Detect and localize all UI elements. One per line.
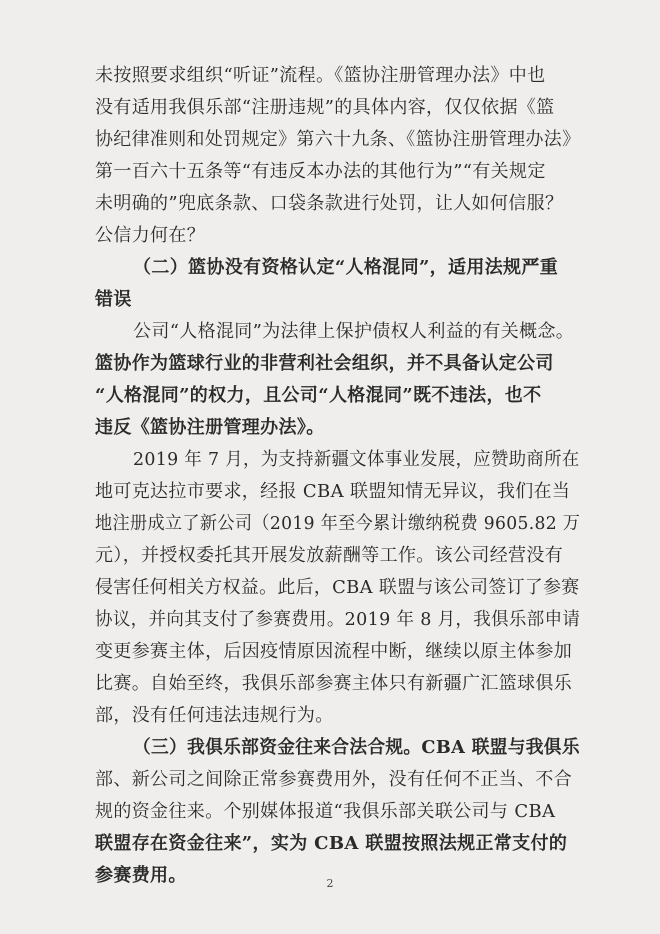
- text-line: 未明确的”兜底条款、口袋条款进行处罚，让人如何信服？: [95, 193, 564, 214]
- text-line: 地可克达拉市要求，经报 CBA 联盟知情无异议，我们在当: [95, 481, 571, 502]
- text-line: 协议，并向其支付了参赛费用。2019 年 8 月，我俱乐部申请: [95, 609, 581, 630]
- text-line: 地注册成立了新公司（2019 年至今累计缴纳税费 9605.82 万: [95, 513, 581, 534]
- text-line: 比赛。自始至终，我俱乐部参赛主体只有新疆广汇篮球俱乐: [95, 673, 573, 694]
- text-line: 侵害任何相关方权益。此后，CBA 联盟与该公司签订了参赛: [95, 577, 580, 598]
- emphasis-line: “人格混同”的权力，且公司“人格混同”既不违法，也不: [95, 385, 542, 406]
- text-line: 元），并授权委托其开展发放薪酬等工作。该公司经营没有: [95, 545, 564, 566]
- emphasis-line: 违反《篮协注册管理办法》。: [95, 417, 325, 438]
- emphasis-line: 联盟存在资金往来”，实为 CBA 联盟按照法规正常支付的: [95, 833, 568, 854]
- section-heading: （二）篮协没有资格认定“人格混同”，适用法规严重: [133, 257, 559, 278]
- section-heading: 错误: [95, 289, 132, 310]
- section-heading-line: [133, 736, 580, 760]
- text-line: 公司“人格混同”为法律上保护债权人利益的有关概念。: [133, 321, 575, 342]
- text-line: 部，没有任何违法违规行为。: [95, 705, 334, 726]
- text-line: 协纪律准则和处罚规定》第六十九条、《篮协注册管理办法》: [95, 129, 581, 150]
- text-line: 没有适用我俱乐部“注册违规”的具体内容，仅仅依据《篮: [95, 97, 555, 118]
- emphasis-line: 参赛费用。: [95, 865, 187, 886]
- section-heading: （三）我俱乐部资金往来合法合规。CBA 联盟与我俱乐: [133, 737, 580, 758]
- emphasis-line: 篮协作为篮球行业的非营利社会组织，并不具备认定公司: [95, 353, 554, 374]
- text-line: 未按照要求组织“听证”流程。《篮协注册管理办法》中也: [95, 65, 546, 86]
- text-line: 变更参赛主体，后因疫情原因流程中断，继续以原主体参加: [95, 641, 573, 662]
- text-line: 部、新公司之间除正常参赛费用外，没有任何不正当、不合: [95, 769, 573, 790]
- page-number: 2: [326, 877, 334, 890]
- text-line: 第一百六十五条等“有违反本办法的其他行为”“有关规定: [95, 161, 546, 182]
- text-line: 规的资金往来。个别媒体报道“我俱乐部关联公司与 CBA: [95, 801, 556, 822]
- text-line: 公信力何在？: [95, 225, 206, 246]
- text-line: 2019 年 7 月，为支持新疆文体事业发展，应赞助商所在: [133, 449, 580, 470]
